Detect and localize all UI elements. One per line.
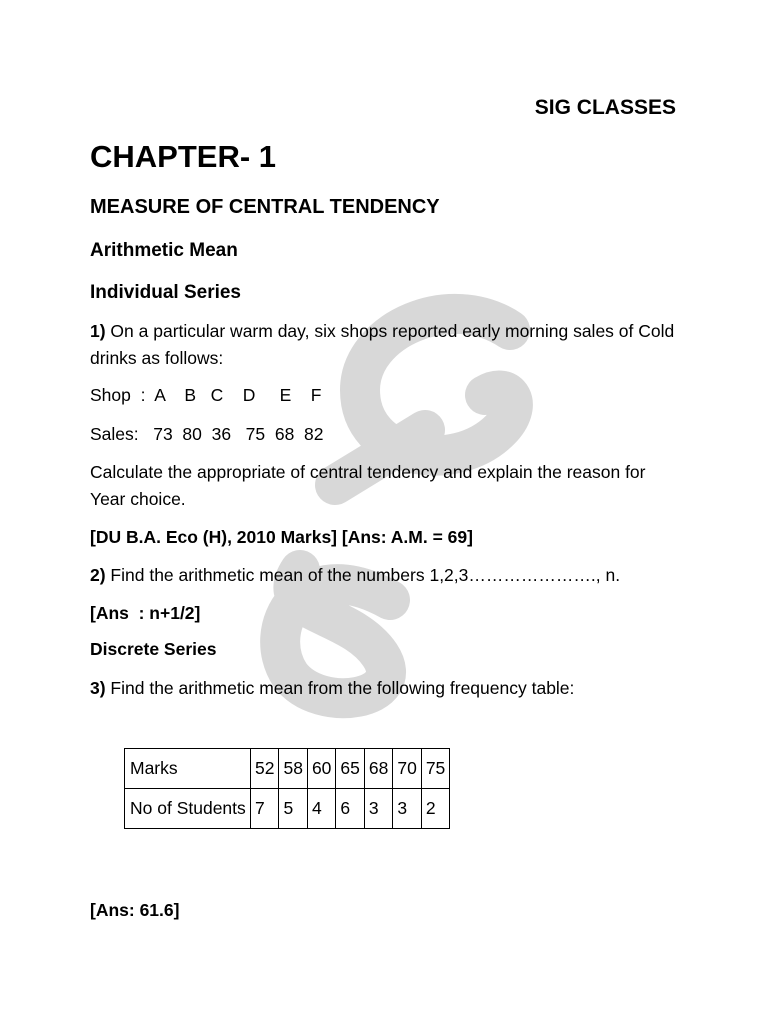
marks-cell: 68 — [364, 749, 392, 789]
question-3 — [90, 678, 574, 699]
marks-row — [125, 749, 450, 789]
question-2 — [90, 565, 620, 586]
topic-heading: MEASURE OF CENTRAL TENDENCY — [90, 196, 440, 218]
question-3-answer: [Ans: 61.6] — [90, 900, 180, 920]
marks-cell: 65 — [336, 749, 364, 789]
chapter-title: CHAPTER- 1 — [90, 139, 277, 174]
marks-cell: 70 — [393, 749, 421, 789]
students-cell: 5 — [279, 789, 307, 829]
question-1-number: 1) — [90, 321, 106, 341]
students-label: No of Students — [125, 789, 251, 829]
discrete-series-heading: Discrete Series — [90, 639, 217, 659]
sales-line: Sales: 73 80 36 75 68 82 — [90, 424, 324, 444]
question-1 — [90, 318, 680, 372]
subsection-heading: Individual Series — [90, 282, 241, 303]
brand-name: SIG CLASSES — [534, 96, 676, 119]
question-1-text: On a particular warm day, six shops reported early morning sales of Cold drinks as follows: — [90, 321, 675, 368]
students-cell: 7 — [251, 789, 279, 829]
question-2-answer: [Ans : n+1/2] — [90, 603, 201, 623]
students-cell: 3 — [393, 789, 421, 829]
question-3-text: Find the arithmetic mean from the following frequency table: — [105, 678, 575, 698]
students-cell: 3 — [364, 789, 392, 829]
question-1-answer: [DU B.A. Eco (H), 2010 Marks] [Ans: A.M. = 69] — [90, 527, 473, 547]
shop-line: Shop : A B C D E F — [90, 385, 322, 405]
marks-cell: 60 — [307, 749, 335, 789]
students-cell: 6 — [336, 789, 364, 829]
marks-cell: 58 — [279, 749, 307, 789]
marks-cell: 52 — [251, 749, 279, 789]
students-cell: 4 — [307, 789, 335, 829]
question-2-number: 2) — [90, 565, 106, 585]
section-heading: Arithmetic Mean — [90, 240, 238, 261]
question-3-number: 3) — [90, 678, 106, 698]
students-cell: 2 — [421, 789, 449, 829]
marks-cell: 75 — [421, 749, 449, 789]
marks-label: Marks — [125, 749, 251, 789]
question-1-instruction: Calculate the appropriate of central tendency and explain the reason for Year choice. — [90, 462, 646, 509]
students-row — [125, 789, 450, 829]
question-2-text: Find the arithmetic mean of the numbers 1,2,3…………………., n. — [105, 565, 621, 585]
frequency-table — [124, 748, 450, 829]
